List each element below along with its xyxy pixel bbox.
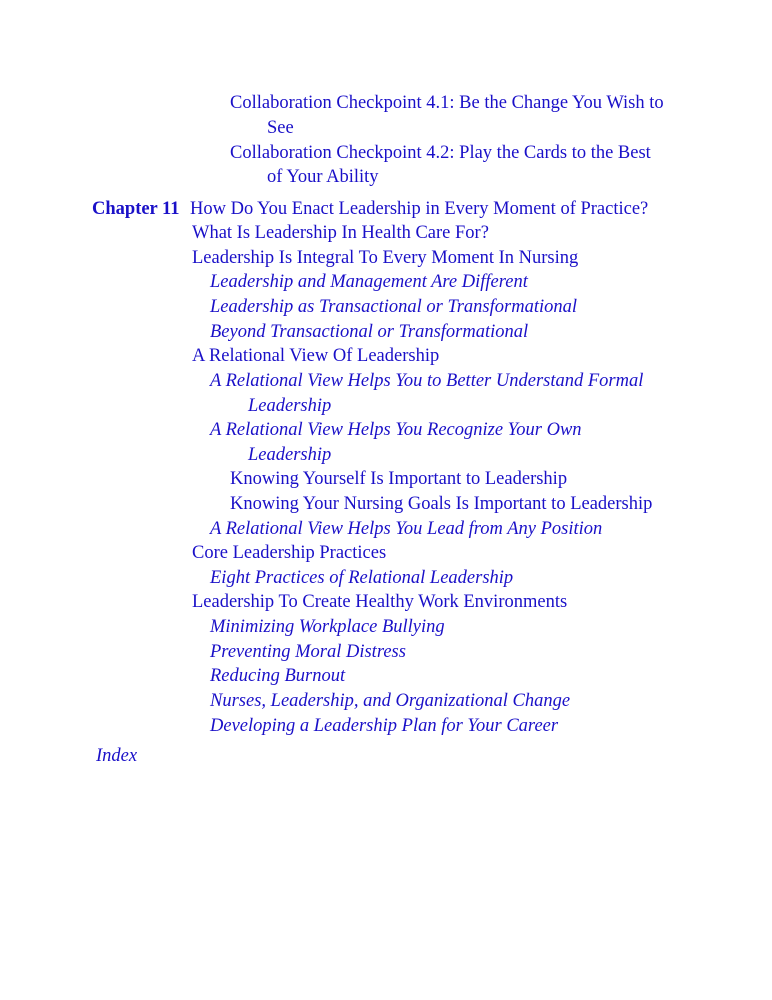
toc-link-subsubsection-knowing-yourself[interactable]: Knowing Yourself Is Important to Leadership bbox=[230, 469, 568, 489]
toc-link-section-what-is-leadership[interactable]: What Is Leadership In Health Care For? bbox=[192, 223, 489, 243]
toc-link-section-healthy-work[interactable]: Leadership To Create Healthy Work Environments bbox=[192, 592, 568, 612]
toc-link-subsection-lead-any-position[interactable]: A Relational View Helps You Lead from Any Position bbox=[210, 519, 603, 539]
toc-link-section-core-practices[interactable]: Core Leadership Practices bbox=[192, 543, 387, 563]
toc-link-subsection-leadership-plan[interactable]: Developing a Leadership Plan for Your Career bbox=[210, 716, 559, 736]
chapter-number-label: Chapter 11 bbox=[92, 199, 180, 219]
toc-link-section-leadership-integral[interactable]: Leadership Is Integral To Every Moment In Nursing bbox=[192, 248, 579, 268]
toc-link-subsection-transactional-transformational[interactable]: Leadership as Transactional or Transformational bbox=[210, 297, 577, 317]
toc-link-index[interactable]: Index bbox=[96, 746, 138, 766]
toc-link-subsection-organizational-change[interactable]: Nurses, Leadership, and Organizational Change bbox=[210, 691, 571, 711]
toc-link-checkpoint-4-1[interactable]: Collaboration Checkpoint 4.1: Be the Change You Wish to bbox=[230, 93, 664, 113]
toc-link-subsection-moral-distress[interactable]: Preventing Moral Distress bbox=[210, 642, 406, 662]
toc-link-checkpoint-4-1-cont[interactable]: See bbox=[267, 118, 294, 138]
toc-link-subsection-recognize-own-cont[interactable]: Leadership bbox=[248, 445, 332, 465]
toc-link-subsection-recognize-own[interactable]: A Relational View Helps You Recognize Your Own bbox=[210, 420, 582, 440]
toc-link-subsection-workplace-bullying[interactable]: Minimizing Workplace Bullying bbox=[210, 617, 445, 637]
toc-link-subsubsection-nursing-goals[interactable]: Knowing Your Nursing Goals Is Important to Leadership bbox=[230, 494, 653, 514]
toc-link-subsection-formal-leadership[interactable]: A Relational View Helps You to Better Understand Formal bbox=[210, 371, 644, 391]
toc-link-section-relational-view[interactable]: A Relational View Of Leadership bbox=[192, 346, 440, 366]
toc-link-checkpoint-4-2-cont[interactable]: of Your Ability bbox=[267, 167, 379, 187]
toc-link-subsection-burnout[interactable]: Reducing Burnout bbox=[210, 666, 346, 686]
toc-link-checkpoint-4-2[interactable]: Collaboration Checkpoint 4.2: Play the Cards to the Best bbox=[230, 143, 651, 163]
toc-link-subsection-leadership-management[interactable]: Leadership and Management Are Different bbox=[210, 272, 528, 292]
toc-link-chapter-11-title[interactable]: How Do You Enact Leadership in Every Moment of Practice? bbox=[190, 199, 649, 219]
toc-link-subsection-eight-practices[interactable]: Eight Practices of Relational Leadership bbox=[210, 568, 514, 588]
toc-link-subsection-beyond-transactional[interactable]: Beyond Transactional or Transformational bbox=[210, 322, 529, 342]
toc-link-subsection-formal-leadership-cont[interactable]: Leadership bbox=[248, 396, 332, 416]
